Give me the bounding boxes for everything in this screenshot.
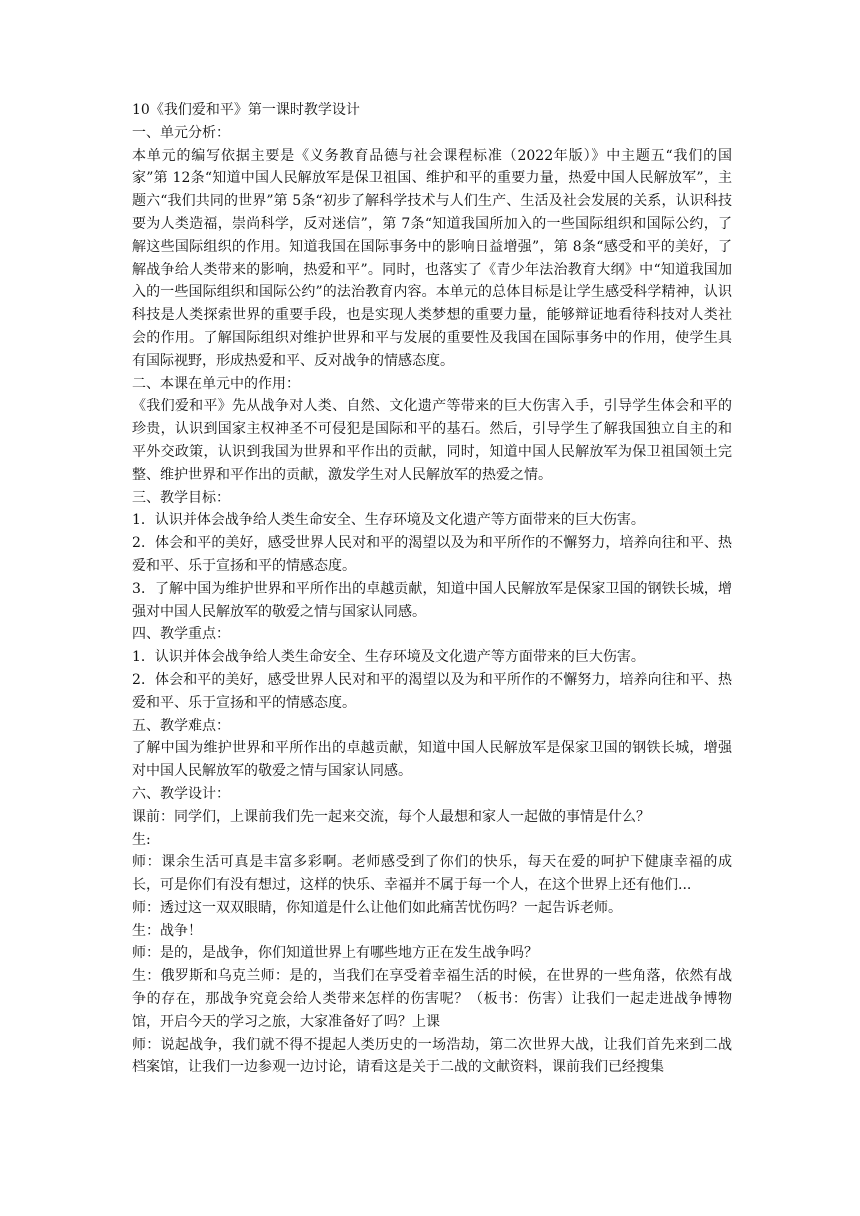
paragraph-difficulties: 了解中国为维护世界和平所作出的卓越贡献，知道中国人民解放军是保家卫国的钢铁长城，增强对中国人民解放军的敬爱之情与国家认同感。 (132, 740, 732, 780)
section-heading-unit-analysis: 一、单元分析： (132, 124, 230, 141)
dialogue-line: 课前：同学们，上课前我们先一起来交流，每个人最想和家人一起做的事情是什么？ (132, 808, 650, 825)
dialogue-line: 师：说起战争，我们就不得不提起人类历史的一场浩劫，第二次世界大战，让我们首先来到二战档案馆，让我们一边参观一边讨论，请看这是关于二战的文献资料，课前我们已经搜集 (132, 1036, 732, 1076)
section-heading-lesson-role: 二、本课在单元中的作用： (132, 375, 300, 392)
goal-item-3: 3．了解中国为维护世界和平所作出的卓越贡献，知道中国人民解放军是保家卫国的钢铁长城，增强对中国人民解放军的敬爱之情与国家认同感。 (132, 580, 732, 620)
dialogue-line: 师：透过这一双双眼睛，你知道是什么让他们如此痛苦忧伤吗？一起告诉老师。 (132, 899, 622, 916)
paragraph-unit-analysis: 本单元的编写依据主要是《义务教育品德与社会课程标准（2022年版）》中主题五“我们的国家”第 12条“知道中国人民解放军是保卫祖国、维护和平的重要力量，热爱中国人民解放军”，主题六“我们共同的世界”第 5条“初步了解科学技术与人们生产、生活及社会发展的关系，认识科技要为人类造福，崇尚科学，反对迷信”，第 7条“知道我国所加入的一些国际组织和国际公约，了解这些国际组织的作用。知道我国在国际事务中的影响日益增强”，第 8条“感受和平的美好，了解战争给人类带来的影响，热爱和平”。同时，也落实了《青少年法治教育大纲》中“知道我国加入的一些国际组织和国际公约”的法治教育内容。本单元的总体目标是让学生感受科学精神，认识科技是人类探索世界的重要手段，也是实现人类梦想的重要力量，能够辩证地看待科技对人类社会的作用。了解国际组织对维护世界和平与发展的重要性及我国在国际事务中的作用，使学生具有国际视野，形成热爱和平、反对战争的情感态度。 (132, 147, 732, 369)
dialogue-line: 生: (132, 831, 151, 848)
section-heading-teaching-goals: 三、教学目标： (132, 489, 230, 506)
paragraph-lesson-role: 《我们爱和平》先从战争对人类、自然、文化遗产等带来的巨大伤害入手，引导学生体会和平的珍贵，认识到国家主权神圣不可侵犯是国际和平的基石。然后，引导学生了解我国独立自主的和平外交政策，认识到我国为世界和平作出的贡献，同时，知道中国人民解放军为保卫祖国领土完整、维护世界和平作出的贡献，激发学生对人民解放军的热爱之情。 (132, 398, 732, 483)
dialogue-line: 生：战争！ (132, 922, 202, 939)
goal-item-2: 2．体会和平的美好，感受世界人民对和平的渴望以及为和平所作的不懈努力，培养向往和平、热爱和平、乐于宣扬和平的情感态度。 (132, 535, 732, 574)
document-title: 10《我们爱和平》第一课时教学设计 (132, 102, 360, 118)
section-heading-design: 六、教学设计： (132, 785, 230, 802)
dialogue-line: 生：俄罗斯和乌克兰师：是的，当我们在享受着幸福生活的时候，在世界的一些角落，依然有战争的存在，那战争究竟会给人类带来怎样的伤害呢？（板书：伤害）让我们一起走进战争博物馆，开启今天的学习之旅，大家准备好了吗？上课 (132, 968, 732, 1030)
key-point-item-1: 1．认识并体会战争给人类生命安全、生存环境及文化遗产等方面带来的巨大伤害。 (132, 649, 645, 666)
key-point-item-2: 2．体会和平的美好，感受世界人民对和平的渴望以及为和平所作的不懈努力，培养向往和平、热爱和平、乐于宣扬和平的情感态度。 (132, 671, 732, 711)
section-heading-key-points: 四、教学重点： (132, 626, 230, 643)
document-body (132, 99, 732, 1079)
dialogue-line: 师：课余生活可真是丰富多彩啊。老师感受到了你们的快乐，每天在爱的呵护下健康幸福的成长，可是你们有没有想过，这样的快乐、幸福并不属于每一个人，在这个世界上还有他们... (132, 854, 732, 894)
goal-item-1: 1．认识并体会战争给人类生命安全、生存环境及文化遗产等方面带来的巨大伤害。 (132, 512, 645, 529)
dialogue-line: 师：是的，是战争，你们知道世界上有哪些地方正在发生战争吗？ (132, 945, 538, 962)
section-heading-difficulties: 五、教学难点： (132, 717, 230, 734)
